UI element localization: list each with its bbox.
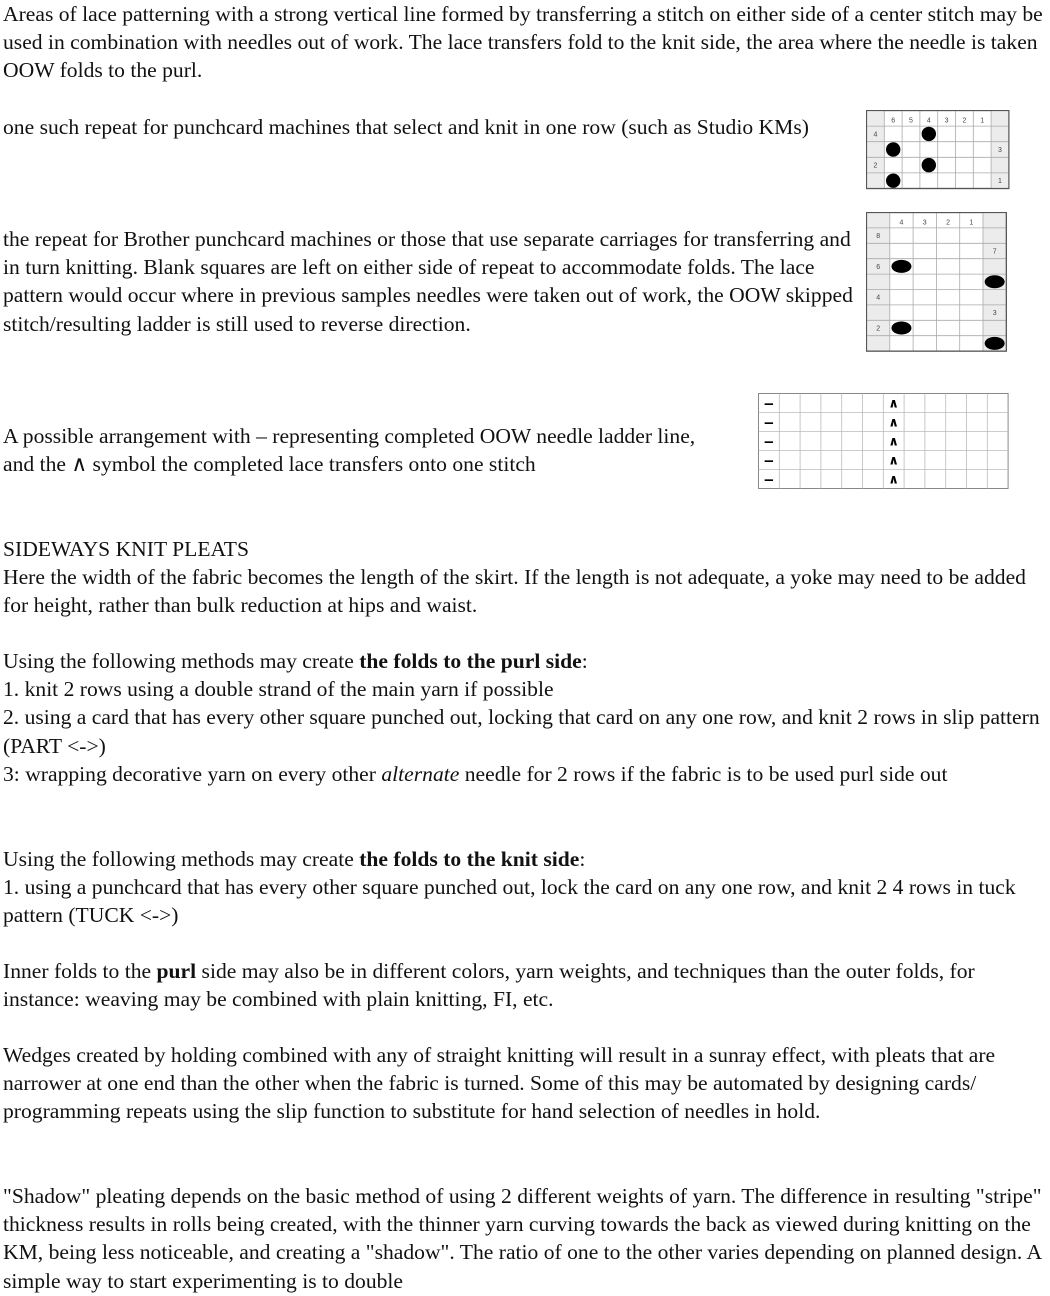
pleats-intro: Here the width of the fabric becomes the length of the skirt. If the length is not adequate, a yoke may need to be added for height, rather than bulk reduction at hips and waist. bbox=[3, 565, 1026, 618]
knit-lead-bold: the folds to the knit side bbox=[359, 847, 580, 871]
brother-repeat-text: the repeat for Brother punchcard machines or those that use separate carriages for transferring and in turn knitting. Blank squares are left on either side of repeat to accommodate folds. The lace pattern would occur where in previous samples needles were taken out of work, the OOW skipped stitch/resulting ladder is still used to reverse direction. bbox=[3, 227, 853, 336]
left-label: 6 bbox=[876, 263, 881, 271]
brother-chart-svg bbox=[866, 212, 1008, 354]
punch-dot bbox=[891, 260, 911, 273]
purl-folds-section bbox=[3, 647, 1049, 788]
inner-pre: Inner folds to the bbox=[3, 959, 157, 983]
knit-lead-colon: : bbox=[579, 847, 586, 871]
arrangement-text: A possible arrangement with – representing completed OOW needle ladder line, and the ∧ symbol the completed lace transfers onto one stitch bbox=[3, 424, 696, 477]
studio-repeat-text: one such repeat for punchcard machines that select and knit in one row (such as Studio KMs) bbox=[3, 115, 809, 139]
right-label: 3 bbox=[998, 147, 1002, 154]
top-label: 4 bbox=[926, 117, 931, 125]
studio-repeat-chart bbox=[866, 110, 1011, 192]
inner-bold: purl bbox=[156, 959, 197, 983]
top-label: 3 bbox=[922, 219, 927, 227]
punch-dot bbox=[985, 337, 1005, 350]
knit-item-1: 1. using a punchcard that has every other square punched out, lock the card on any one row, and knit 2 4 rows in tuck pattern (TUCK <->) bbox=[3, 875, 1016, 928]
lace-symbol: ∧ bbox=[888, 414, 899, 430]
right-label: 7 bbox=[992, 248, 997, 256]
punch-dot bbox=[886, 174, 900, 188]
arrangement-chart bbox=[758, 393, 1011, 490]
arrangement-chart-svg bbox=[758, 393, 1011, 490]
pleats-section bbox=[3, 535, 1049, 620]
punch-dot bbox=[922, 127, 936, 141]
left-label: 4 bbox=[873, 131, 878, 139]
purl-item-3-em: alternate bbox=[381, 761, 460, 786]
ladder-symbol: – bbox=[764, 393, 774, 413]
top-label: 2 bbox=[946, 219, 951, 227]
purl-item-3-post: needle for 2 rows if the fabric is to be used purl side out bbox=[459, 761, 948, 786]
lace-symbol: ∧ bbox=[888, 395, 899, 411]
ladder-symbol: – bbox=[764, 431, 774, 451]
knit-folds-lead bbox=[3, 845, 1049, 873]
shadow-paragraph: "Shadow" pleating depends on the basic method of using 2 different weights of yarn. The difference in resulting "stripe" thickness results in rolls being created, with the thinner yarn curving towards the back as viewed during knitting on the KM, being less noticeable, and creating a "shadow". The ratio of one to the other varies depending on planned design. A simple way to start experimenting is to double bbox=[3, 1184, 1042, 1293]
inner-post: side may also be in different colors, yarn weights, and techniques than the outer folds, for instance: weaving may be combined with plain knitting, FI, etc. bbox=[3, 959, 975, 1012]
intro-paragraph: Areas of lace patterning with a strong vertical line formed by transferring a stitch on either side of a center stitch may be used in combination with needles out of work. The lace transfers fold to the knit side, the area where the needle is taken OOW folds to the purl. bbox=[3, 2, 1043, 83]
punch-dot bbox=[985, 275, 1005, 288]
left-label: 2 bbox=[873, 162, 878, 170]
punch-dot bbox=[886, 142, 900, 156]
top-label: 3 bbox=[944, 117, 949, 125]
purl-lead-bold: the folds to the purl side bbox=[359, 649, 582, 673]
top-label: 5 bbox=[909, 117, 913, 125]
purl-item-2: 2. using a card that has every other square punched out, locking that card on any one row, and knit 2 rows in slip pattern (PART <->) bbox=[3, 705, 1040, 758]
punch-dot bbox=[922, 158, 936, 172]
knit-folds-section bbox=[3, 845, 1049, 930]
top-label: 2 bbox=[962, 117, 967, 125]
purl-item-1: 1. knit 2 rows using a double strand of the main yarn if possible bbox=[3, 677, 554, 702]
wedges-paragraph: Wedges created by holding combined with any of straight knitting will result in a sunray effect, with pleats that are narrower at one end than the other when the fabric is turned. Some of this may be automated by designing cards/ programming repeats using the slip function to substitute for hand selection of needles in hold. bbox=[3, 1043, 996, 1124]
brother-repeat-chart bbox=[866, 212, 1008, 354]
top-label: 4 bbox=[899, 219, 904, 227]
left-label: 4 bbox=[876, 294, 881, 302]
top-label: 1 bbox=[969, 219, 974, 227]
top-label: 1 bbox=[980, 117, 985, 125]
left-label: 8 bbox=[876, 233, 881, 241]
knit-lead-text: Using the following methods may create bbox=[3, 847, 360, 871]
studio-chart-svg bbox=[866, 110, 1011, 192]
purl-lead-text: Using the following methods may create bbox=[3, 649, 360, 673]
purl-folds-lead bbox=[3, 647, 1049, 675]
ladder-symbol: – bbox=[764, 469, 774, 489]
ladder-symbol: – bbox=[764, 412, 774, 432]
lace-symbol: ∧ bbox=[888, 452, 899, 468]
left-label: 2 bbox=[876, 325, 881, 333]
purl-item-3 bbox=[3, 760, 1049, 788]
punch-dot bbox=[891, 322, 911, 335]
lace-symbol: ∧ bbox=[888, 471, 899, 487]
pleats-heading: SIDEWAYS KNIT PLEATS bbox=[3, 537, 249, 561]
inner-folds-paragraph bbox=[3, 957, 1049, 1013]
purl-lead-colon: : bbox=[581, 649, 588, 673]
right-label: 3 bbox=[992, 310, 997, 318]
top-label: 6 bbox=[891, 117, 896, 125]
left-label-column bbox=[867, 111, 885, 189]
right-label: 1 bbox=[998, 178, 1002, 186]
ladder-symbol: – bbox=[764, 450, 774, 470]
purl-item-3-pre: 3: wrapping decorative yarn on every other bbox=[3, 761, 382, 786]
lace-symbol: ∧ bbox=[888, 433, 899, 449]
